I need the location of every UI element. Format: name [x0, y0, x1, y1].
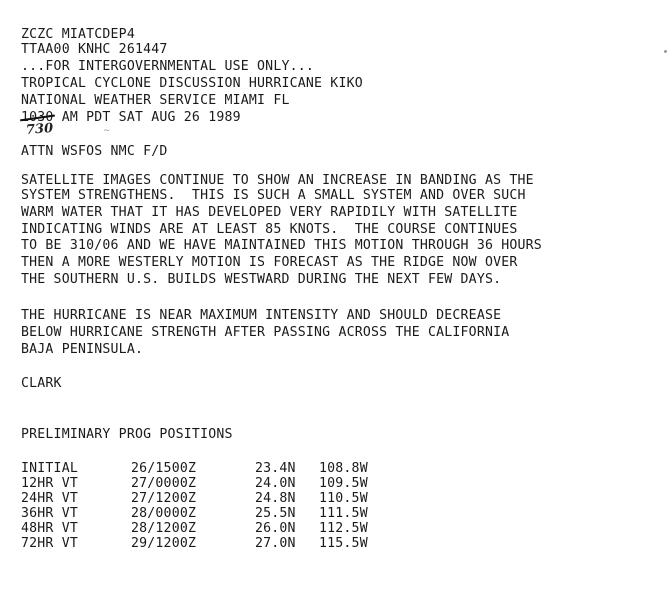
- paragraph1-line: THEN A MORE WESTERLY MOTION IS FORECAST AS THE RIDGE NOW OVER: [21, 255, 518, 270]
- header-line-4: TROPICAL CYCLONE DISCUSSION HURRICANE KIKO: [21, 76, 363, 91]
- prog-label: 72HR VT: [21, 536, 78, 551]
- prog-label: 24HR VT: [21, 491, 78, 506]
- issue-time-line: [21, 110, 241, 125]
- prog-time: 28/0000Z: [131, 506, 197, 521]
- paragraph1-line: SYSTEM STRENGTHENS. THIS IS SUCH A SMALL SYSTEM AND OVER SUCH: [21, 188, 526, 203]
- prog-row: [21, 461, 368, 476]
- scan-dot-mark: [664, 50, 667, 53]
- prog-lon: 109.5W: [319, 476, 368, 491]
- prog-title: PRELIMINARY PROG POSITIONS: [21, 427, 233, 442]
- prog-row: [21, 536, 368, 551]
- prog-lat: 27.0N: [255, 536, 296, 551]
- prog-lat: 25.5N: [255, 506, 296, 521]
- paragraph1-line: SATELLITE IMAGES CONTINUE TO SHOW AN INCREASE IN BANDING AS THE: [21, 173, 534, 188]
- paragraph2-line: BELOW HURRICANE STRENGTH AFTER PASSING ACROSS THE CALIFORNIA: [21, 325, 510, 340]
- paragraph2-line: BAJA PENINSULA.: [21, 342, 144, 357]
- prog-label: 48HR VT: [21, 521, 78, 536]
- paragraph1-line: TO BE 310/06 AND WE HAVE MAINTAINED THIS MOTION THROUGH 36 HOURS: [21, 238, 542, 253]
- prog-time: 26/1500Z: [131, 461, 197, 476]
- prog-lat: 24.8N: [255, 491, 296, 506]
- prog-time: 27/0000Z: [131, 476, 197, 491]
- header-line-3: ...FOR INTERGOVERNMENTAL USE ONLY...: [21, 59, 315, 74]
- prog-row: [21, 476, 368, 491]
- prog-label: 36HR VT: [21, 506, 78, 521]
- prog-row: [21, 491, 368, 506]
- struck-time: 1030: [21, 110, 54, 125]
- prog-lon: 112.5W: [319, 521, 368, 536]
- prog-time: 28/1200Z: [131, 521, 197, 536]
- header-line-5: NATIONAL WEATHER SERVICE MIAMI FL: [21, 93, 290, 108]
- issue-time-rest: AM PDT SAT AUG 26 1989: [53, 110, 241, 125]
- prog-row: [21, 506, 368, 521]
- paragraph1-line: WARM WATER THAT IT HAS DEVELOPED VERY RAPIDILY WITH SATELLITE: [21, 205, 518, 220]
- prog-row: [21, 521, 368, 536]
- prog-label: INITIAL: [21, 461, 78, 476]
- prog-lon: 111.5W: [319, 506, 368, 521]
- pen-mark-icon: ∼: [103, 126, 111, 136]
- prog-time: 27/1200Z: [131, 491, 197, 506]
- attn-line: ATTN WSFOS NMC F/D: [21, 144, 168, 159]
- prog-lat: 24.0N: [255, 476, 296, 491]
- paragraph1-line: THE SOUTHERN U.S. BUILDS WESTWARD DURING THE NEXT FEW DAYS.: [21, 272, 502, 287]
- prog-label: 12HR VT: [21, 476, 78, 491]
- handwritten-time-correction: 730: [25, 121, 54, 138]
- prog-time: 29/1200Z: [131, 536, 197, 551]
- prog-lon: 115.5W: [319, 536, 368, 551]
- header-line-1: ZCZC MIATCDEP4: [21, 27, 135, 42]
- header-line-2: TTAA00 KNHC 261447: [21, 42, 168, 57]
- paragraph2-line: THE HURRICANE IS NEAR MAXIMUM INTENSITY AND SHOULD DECREASE: [21, 308, 502, 323]
- prog-lon: 110.5W: [319, 491, 368, 506]
- prog-lat: 26.0N: [255, 521, 296, 536]
- prog-lon: 108.8W: [319, 461, 368, 476]
- paragraph1-line: INDICATING WINDS ARE AT LEAST 85 KNOTS. THE COURSE CONTINUES: [21, 222, 518, 237]
- signature: CLARK: [21, 376, 62, 391]
- prog-lat: 23.4N: [255, 461, 296, 476]
